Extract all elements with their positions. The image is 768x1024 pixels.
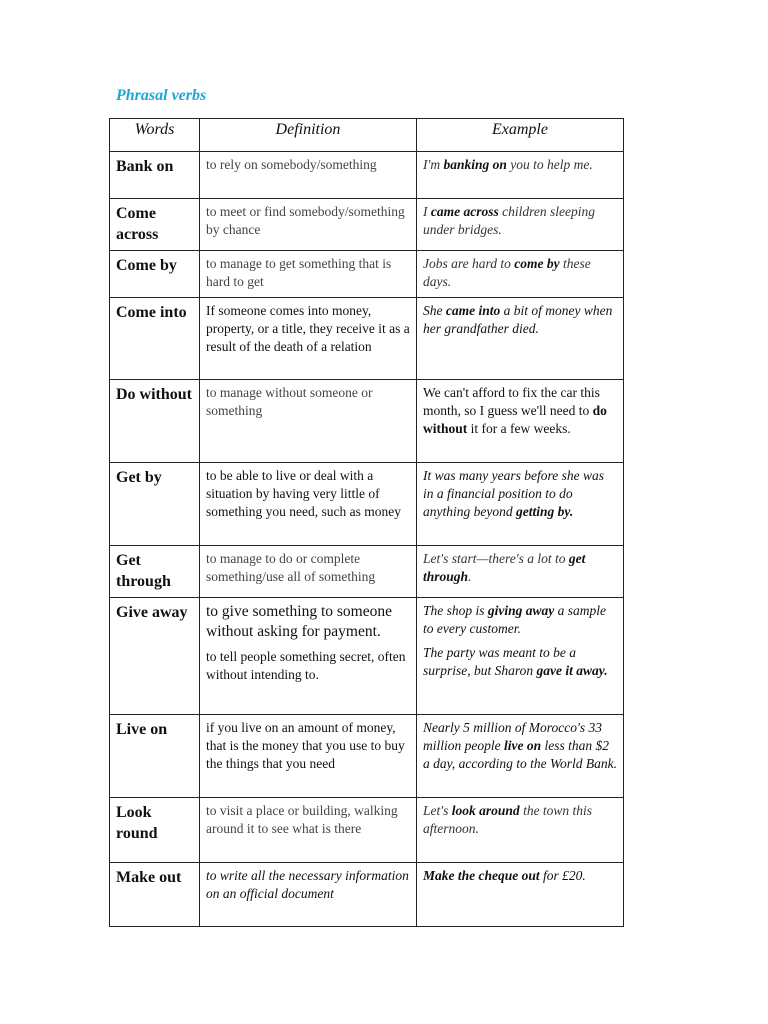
example-cell: I came across children sleeping under bridges. [423, 204, 595, 237]
word-cell: Get by [116, 469, 162, 486]
definition-cell: to visit a place or building, walking around it to see what is there [206, 803, 398, 836]
definition-cell: If someone comes into money, property, or a title, they receive it as a result of the death of a relation [206, 303, 410, 354]
example-cell: It was many years before she was in a financial position to do anything beyond getting by. [423, 468, 604, 519]
definition-cell: to be able to live or deal with a situation by having very little of something you need, such as money [206, 468, 401, 519]
example-cell: Nearly 5 million of Morocco's 33 million people live on less than $2 a day, according to the World Bank. [423, 720, 617, 771]
table-row [110, 715, 624, 798]
example-cell: Jobs are hard to come by these days. [423, 256, 591, 289]
header-words: Words [110, 119, 200, 152]
example-cell: The shop is giving away a sample to every customer. [423, 603, 607, 636]
word-cell: Come into [116, 304, 187, 321]
table-row [110, 298, 624, 380]
table-row [110, 380, 624, 463]
phrasal-verbs-table [109, 118, 624, 927]
table-row [110, 798, 624, 863]
example-cell-secondary: The party was meant to be a surprise, but Sharon gave it away. [423, 645, 608, 678]
word-cell: Come by [116, 257, 177, 274]
word-cell: Make out [116, 869, 182, 886]
word-cell: Do without [116, 386, 193, 403]
word-cell: Live on [116, 721, 168, 738]
word-cell: Give away [116, 604, 188, 621]
table-header-row [110, 119, 624, 152]
word-cell: Come across [116, 205, 159, 243]
definition-cell: to manage to do or complete something/use all of something [206, 551, 376, 584]
definition-cell: if you live on an amount of money, that is the money that you use to buy the things that you need [206, 720, 405, 771]
definition-cell: to rely on somebody/something [206, 157, 377, 172]
example-cell: I'm banking on you to help me. [423, 157, 593, 172]
definition-cell-secondary: to tell people something secret, often without intending to. [206, 649, 406, 682]
word-cell: Bank on [116, 158, 174, 175]
table-row [110, 863, 624, 927]
page-title: Phrasal verbs [116, 87, 207, 104]
definition-cell: to manage to get something that is hard to get [206, 256, 392, 289]
example-cell: Make the cheque out for £20. [423, 868, 586, 883]
definition-cell: to manage without someone or something [206, 385, 373, 418]
table-row [110, 546, 624, 598]
header-example: Example [417, 119, 624, 152]
table-row [110, 463, 624, 546]
header-definition: Definition [200, 119, 417, 152]
table-row [110, 199, 624, 251]
example-cell: Let's start—there's a lot to get through. [423, 551, 586, 584]
definition-cell: to write all the necessary information on an official document [206, 868, 409, 901]
example-cell: We can't afford to fix the car this month, so I guess we'll need to do without it for a few weeks. [423, 385, 607, 436]
word-cell: Get through [116, 552, 171, 590]
definition-cell: to meet or find somebody/something by chance [206, 204, 405, 237]
table-row [110, 598, 624, 715]
definition-cell: to give something to someone without asking for payment. [206, 603, 392, 640]
example-cell: Let's look around the town this afternoon. [423, 803, 593, 836]
example-cell: She came into a bit of money when her grandfather died. [423, 303, 613, 336]
table-row [110, 251, 624, 298]
table-row [110, 152, 624, 199]
word-cell: Look round [116, 804, 158, 842]
